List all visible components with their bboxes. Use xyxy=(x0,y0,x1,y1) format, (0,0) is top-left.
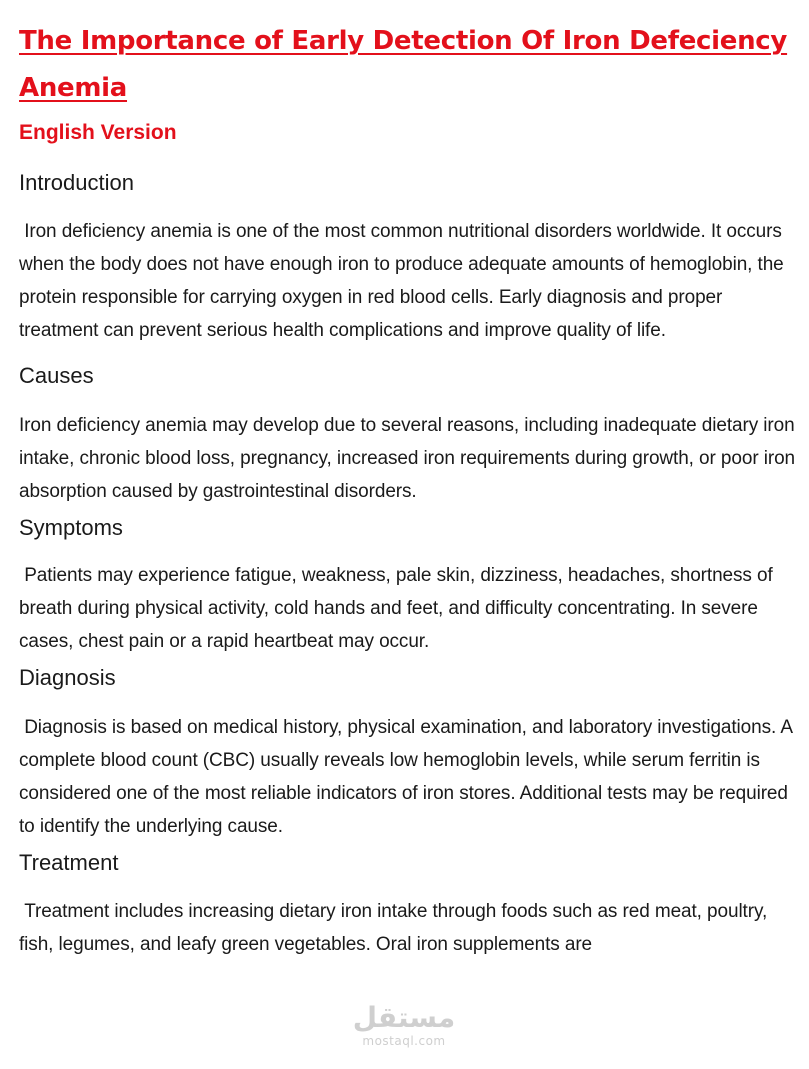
document-title: The Importance of Early Detection Of Iron Defeciency Anemia xyxy=(19,26,788,103)
section-body-introduction: Iron deficiency anemia is one of the most common nutritional disorders worldwide. It occurs when the body does not have enough iron to produce adequate amounts of hemoglobin, the protein responsible for carrying oxygen in red blood cells. Early diagnosis and proper treatment can prevent serious health complications and improve quality of life. xyxy=(19,221,789,341)
section-heading-introduction: Introduction xyxy=(19,170,134,195)
section-heading-symptoms: Symptoms xyxy=(19,515,123,540)
section-body-symptoms: Patients may experience fatigue, weakness, pale skin, dizziness, headaches, shortness of breath during physical activity, cold hands and feet, and difficulty concentrating. In severe cases, chest pain or a rapid heartbeat may occur. xyxy=(19,565,778,652)
document-subtitle: English Version xyxy=(19,121,177,144)
section-heading-treatment: Treatment xyxy=(19,850,119,875)
section-body-diagnosis: Diagnosis is based on medical history, physical examination, and laboratory investigations. A complete blood count (CBC) usually reveals low hemoglobin levels, while serum ferritin is considered one of the most reliable indicators of iron stores. Additional tests may be required to identify the underlying cause. xyxy=(19,717,798,837)
section-body-treatment: Treatment includes increasing dietary iron intake through foods such as red meat, poultry, fish, legumes, and leafy green vegetables. Oral iron supplements are xyxy=(19,901,773,955)
watermark-latin-text: mostaql.com xyxy=(362,1034,446,1048)
section-heading-diagnosis: Diagnosis xyxy=(19,665,116,690)
document-page xyxy=(19,18,803,961)
watermark-arabic-text: مستقل xyxy=(352,1001,456,1034)
mostaql-watermark xyxy=(352,1002,456,1048)
section-heading-causes: Causes xyxy=(19,363,94,388)
section-body-causes: Iron deficiency anemia may develop due to several reasons, including inadequate dietary iron intake, chronic blood loss, pregnancy, increased iron requirements during growth, or poor iron absorption caused by gastrointestinal disorders. xyxy=(19,415,801,502)
